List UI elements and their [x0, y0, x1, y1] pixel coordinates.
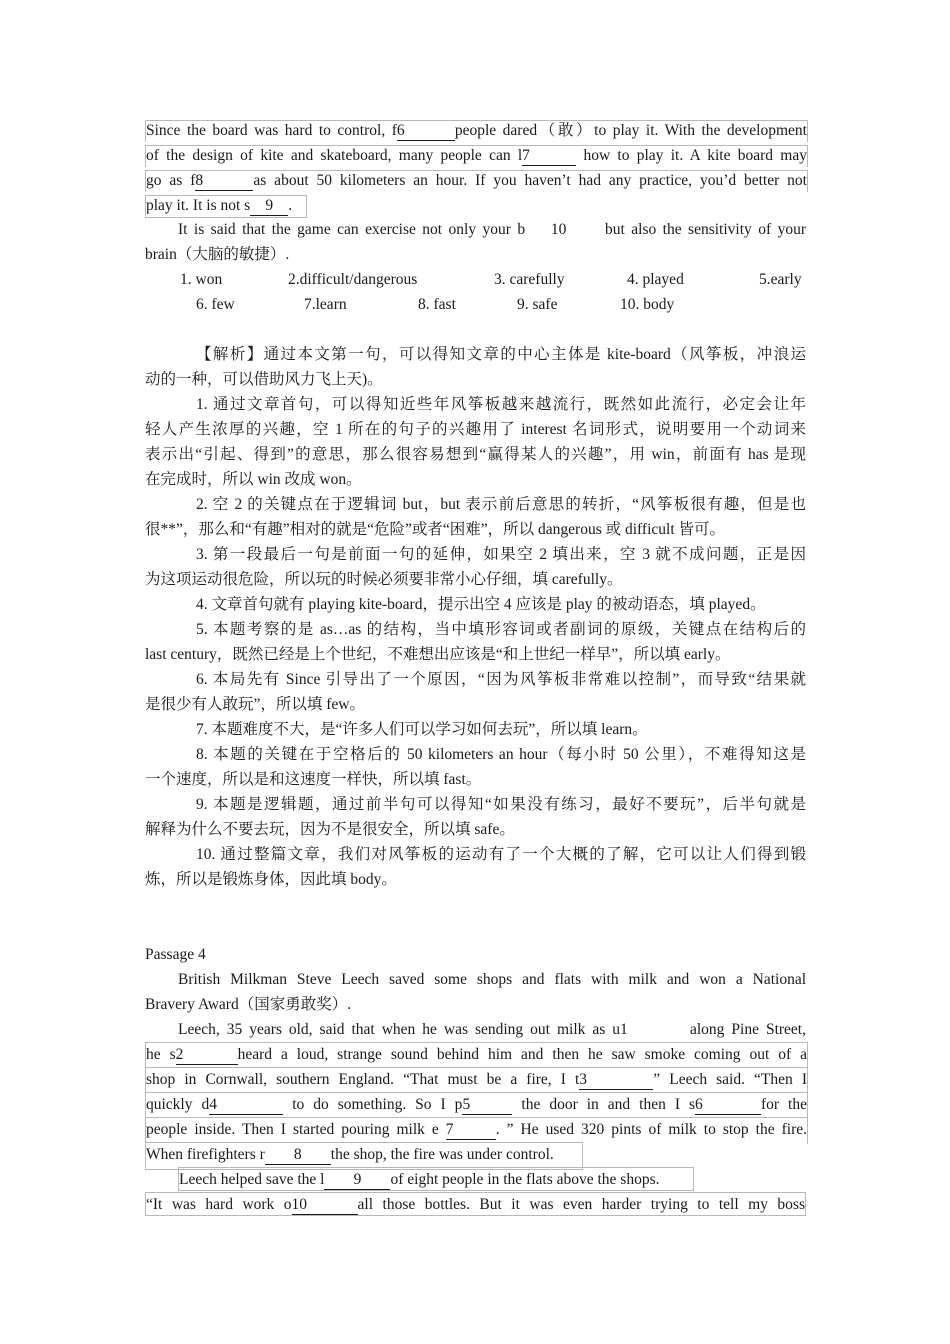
passage3-line-5: It is said that the game can exercise not only your b 10 but also the sensitivity of your [178, 221, 806, 238]
passage3-line-4: play it. It is not s 9 . [145, 195, 307, 218]
blank-5[interactable]: 5 [462, 1096, 512, 1115]
answer-1: 1. won [180, 271, 223, 288]
blank-7[interactable]: 7 [522, 147, 576, 166]
blank-6[interactable]: 6 [397, 122, 455, 141]
blank-8[interactable]: 8 [195, 172, 253, 191]
passage4-line-9: Leech helped save the l 9 of eight people in the flats above the shops. [178, 1167, 694, 1191]
passage3-line-2: of the design of kite and skateboard, many people can l7 how to play it. A kite board may [145, 145, 808, 167]
analysis-line-9: 3. 第一段最后一句是前面一句的延伸，如果空 2 填出来，空 3 就不成问题，正是因 [196, 546, 806, 563]
passage4-line-3: Leech, 35 years old, said that when he was sending out milk as u1 along Pine Street, [178, 1021, 806, 1038]
analysis-line-7: 2. 空 2 的关键点在于逻辑词 but，but 表示前后意思的转折，“风筝板很有趣，但是也 [196, 496, 806, 513]
analysis-line-2: 动的一种，可以借助风力飞上天)。 [145, 371, 383, 388]
blank-7[interactable]: 7 [446, 1121, 496, 1140]
analysis-line-8: 很**”，那么和“有趣”相对的就是“危险”或者“困难”，所以 dangerous 或 difficult 皆可。 [145, 521, 726, 538]
answer-2: 2.difficult/dangerous [288, 271, 418, 288]
blank-9[interactable]: 9 [250, 197, 288, 216]
analysis-line-14: 6. 本局先有 Since 引导出了一个原因，“因为风筝板非常难以控制”，而导致“结果就 [196, 671, 806, 688]
analysis-line-18: 一个速度，所以是和这速度一样快，所以填 fast。 [145, 771, 482, 788]
passage4-line-2: Bravery Award（国家勇敢奖）. [145, 996, 352, 1013]
passage4-line-4: he s2 heard a loud, strange sound behind him and then he saw smoke coming out of a [145, 1042, 808, 1069]
passage4-line-6: quickly d4 to do something. So I p5 the door in and then I s6 for the [145, 1092, 808, 1119]
passage4-line-7: people inside. Then I started pouring milk e 7 . ” He used 320 pints of milk to stop the fire. [145, 1117, 808, 1144]
answer-9: 9. safe [517, 296, 558, 313]
analysis-line-10: 为这项运动很危险，所以玩的时候必须要非常小心仔细，填 carefully。 [145, 571, 623, 588]
analysis-line-19: 9. 本题是逻辑题，通过前半句可以得知“如果没有练习，最好不要玩”，后半句就是 [196, 796, 806, 813]
blank-6[interactable]: 6 [695, 1096, 761, 1115]
passage4-line-10: “It was hard work o10 all those bottles. But it was even harder trying to tell my boss [145, 1192, 806, 1216]
blank-8[interactable]: 8 [265, 1146, 331, 1165]
blank-10[interactable]: 10 [292, 1196, 358, 1215]
analysis-line-16: 7. 本题难度不大，是“许多人们可以学习如何去玩”，所以填 learn。 [196, 721, 648, 738]
blank-1[interactable]: 1 [620, 1021, 628, 1038]
analysis-line-4: 轻人产生浓厚的兴趣，空 1 所在的句子的兴趣用了 interest 名词形式，说明要用一个动词来 [145, 421, 806, 438]
passage3-line-3: go as f8 as about 50 kilometers an hour. If you haven’t had any practice, you’d better not [145, 170, 808, 192]
answer-10: 10. body [620, 296, 675, 313]
analysis-line-5: 表示出“引起、得到”的意思，那么很容易想到“赢得某人的兴趣”，用 win，前面有 has 是现 [145, 446, 806, 463]
analysis-line-11: 4. 文章首句就有 playing kite-board，提示出空 4 应该是 play 的被动语态，填 played。 [196, 596, 766, 613]
analysis-line-20: 解释为什么不要去玩，因为不是很安全，所以填 safe。 [145, 821, 515, 838]
analysis-line-3: 1. 通过文章首句，可以得知近些年风筝板越来越流行，既然如此流行，必定会让年 [196, 396, 806, 413]
blank-9[interactable]: 9 [324, 1171, 390, 1190]
analysis-line-6: 在完成时，所以 win 改成 won。 [145, 471, 362, 488]
passage3-line-1: Since the board was hard to control, f6 people dared（敢）to play it. With the development [145, 120, 808, 142]
passage3-line-6: brain（大脑的敏捷）. [145, 246, 290, 263]
analysis-line-17: 8. 本题的关键在于空格后的 50 kilometers an hour（每小时 50 公里），不难得知这是 [196, 746, 806, 763]
passage4-line-8: When firefighters r 8 the shop, the fire was under control. [145, 1142, 583, 1170]
answer-8: 8. fast [418, 296, 456, 313]
passage4-line-1: British Milkman Steve Leech saved some shops and flats with milk and won a National [178, 971, 806, 988]
blank-3[interactable]: 3 [579, 1071, 653, 1090]
answer-5: 5.early [759, 271, 802, 288]
answer-7: 7.learn [304, 296, 347, 313]
analysis-line-21: 10. 通过整篇文章，我们对风筝板的运动有了一个大概的了解，它可以让人们得到锻 [196, 846, 806, 863]
passage4-line-5: shop in Cornwall, southern England. “That must be a fire, I t3 ” Leech said. “Then I [145, 1067, 808, 1094]
answer-3: 3. carefully [494, 271, 565, 288]
blank-2[interactable]: 2 [176, 1046, 238, 1065]
analysis-line-1: 【解析】通过本文第一句，可以得知文章的中心主体是 kite-board（风筝板，冲浪运 [196, 346, 806, 363]
passage4-title: Passage 4 [145, 946, 206, 963]
answer-4: 4. played [627, 271, 684, 288]
blank-4[interactable]: 4 [209, 1096, 283, 1115]
analysis-line-12: 5. 本题考察的是 as…as 的结构，当中填形容词或者副词的原级，关键点在结构后的 [196, 621, 806, 638]
analysis-line-22: 炼，所以是锻炼身体，因此填 body。 [145, 871, 397, 888]
analysis-line-15: 是很少有人敢玩”，所以填 few。 [145, 696, 365, 713]
analysis-line-13: last century，既然已经是上个世纪，不难想出应该是“和上世纪一样早”，所以填 early。 [145, 646, 731, 663]
answer-6: 6. few [196, 296, 235, 313]
